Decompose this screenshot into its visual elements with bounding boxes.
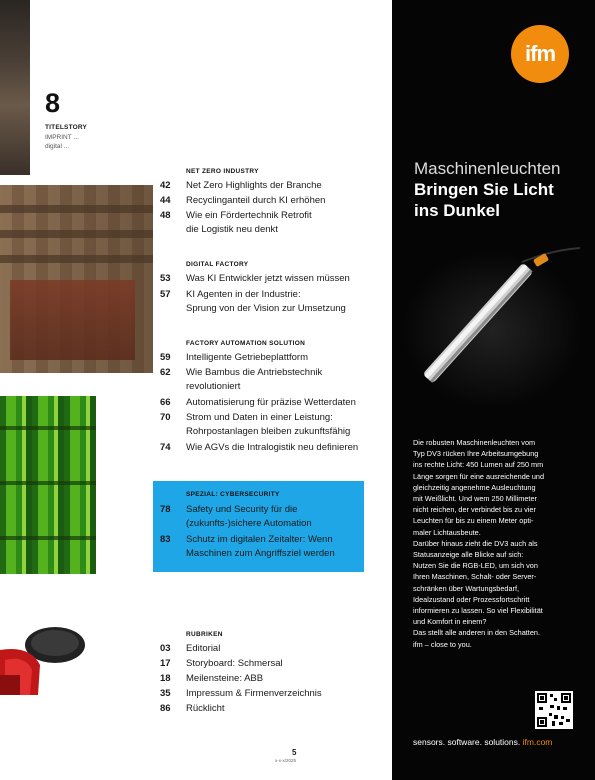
toc-page: 18 <box>160 673 171 684</box>
qr-code-icon[interactable] <box>535 691 573 729</box>
toc-title: Net Zero Highlights der Branche <box>186 180 322 191</box>
toc-title-line2: Sprung von der Vision zur Umsetzung <box>186 303 346 314</box>
toc-title: Strom und Daten in einer Leistung: <box>186 412 333 423</box>
toc-title: Wie AGVs die Intralogistik neu definieren <box>186 442 359 453</box>
ad-url-link[interactable]: ifm.com <box>522 737 553 747</box>
toc-page: 74 <box>160 442 171 453</box>
toc-title: Storyboard: Schmersal <box>186 658 283 669</box>
toc-title: KI Agenten in der Industrie: <box>186 289 301 300</box>
section-heading: NET ZERO INDUSTRY <box>186 168 259 175</box>
title-story-sub: IMPRINT ... digital ... <box>45 134 79 150</box>
toc-page: 17 <box>160 658 171 669</box>
toc-title: Wie ein Fördertechnik Retrofit <box>186 210 312 221</box>
toc-page: 35 <box>160 688 171 699</box>
section-heading: FACTORY AUTOMATION SOLUTION <box>186 340 306 347</box>
ifm-advertisement[interactable] <box>392 0 595 780</box>
factory-hall-photo <box>0 185 153 373</box>
toc-page: 48 <box>160 210 171 221</box>
toc-title: Rücklicht <box>186 703 225 714</box>
ifm-logo: ifm <box>511 25 569 83</box>
toc-title: Editorial <box>186 643 221 654</box>
ad-headline <box>414 158 589 221</box>
toc-page: 03 <box>160 643 171 654</box>
toc-page: 62 <box>160 367 171 378</box>
toc-title: Schutz im digitalen Zeitalter: Wenn <box>186 534 333 545</box>
section-heading: SPEZIAL: CYBERSECURITY <box>186 491 280 498</box>
ad-body-text: Die robusten Maschinenleuchten vom Typ DV3 rücken Ihre Arbeitsumgebung ins rechte Licht: 450 Lumen auf 250 mm Länge sorgen für eine ausreichende und gleichzeitig angenehme Ausleuchtung mit Weißlicht. Und wem 250 Millimeter nicht reichen, der verbindet bis zu vier Leuchten für bis zu einem Meter opti- maler Lichtausbeute. Darüber hinaus zieht die DV3 auch als Statusanzeige alle Blicke auf sich: Nutzen Sie die RGB-LED, um sich von Ihren Maschinen, Schalt- oder Server- schränken über Wartungsbedarf, Idealzustand oder Prozessfortschritt informieren zu lassen. So viel Flexibilität und Komfort in einem? Das stellt alle anderen in den Schatten. ifm – close to you. <box>413 438 545 649</box>
toc-page: 53 <box>160 273 171 284</box>
toc-title-line2: die Logistik neu denkt <box>186 224 278 235</box>
toc-title: Intelligente Getriebeplattform <box>186 352 308 363</box>
toc-title: Wie Bambus die Antriebstechnik <box>186 367 323 378</box>
toc-page: 83 <box>160 534 171 545</box>
ad-headline-light: Maschinenleuchten <box>414 159 561 178</box>
toc-title: Impressum & Firmenverzeichnis <box>186 688 322 699</box>
page-number: 5 <box>292 748 297 757</box>
toc-title-line2: Maschinen zum Angriffsziel werden <box>186 548 335 559</box>
toc-title-line2: revolutioniert <box>186 381 241 392</box>
toc-title-line2: (zukunfts-)sichere Automation <box>186 518 312 529</box>
toc-title: Was KI Entwickler jetzt wissen müssen <box>186 273 350 284</box>
toc-page: 78 <box>160 504 171 515</box>
ad-headline-bold-1: Bringen Sie Licht <box>414 180 554 199</box>
toc-title-line2: Rohrpostanlagen bleiben zukunftsfähig <box>186 426 351 437</box>
toc-page: 44 <box>160 195 171 206</box>
page-footer-sub: x-x-x/2025 <box>275 758 297 763</box>
toc-page: 86 <box>160 703 171 714</box>
toc-page: 59 <box>160 352 171 363</box>
industrial-photo <box>0 0 30 175</box>
machine-light-image <box>422 240 582 390</box>
section-heading: DIGITAL FACTORY <box>186 261 249 268</box>
toc-title: Recyclinganteil durch KI erhöhen <box>186 195 326 206</box>
table-of-contents <box>160 0 390 780</box>
ad-tagline: sensors. software. solutions. ifm.com <box>413 737 553 747</box>
title-story <box>45 88 87 151</box>
ad-headline-bold-2: ins Dunkel <box>414 201 500 220</box>
toc-page: 66 <box>160 397 171 408</box>
red-gear-photo <box>0 605 95 695</box>
toc-title: Automatisierung für präzise Wetterdaten <box>186 397 356 408</box>
toc-title: Safety und Security für die <box>186 504 298 515</box>
toc-title: Meilensteine: ABB <box>186 673 264 684</box>
toc-page: 42 <box>160 180 171 191</box>
title-story-label: TITELSTORY <box>45 124 88 131</box>
section-heading: RUBRIKEN <box>186 631 223 638</box>
bamboo-photo <box>0 396 96 574</box>
title-story-page: 8 <box>45 88 61 118</box>
toc-page: 70 <box>160 412 171 423</box>
toc-page: 57 <box>160 289 171 300</box>
